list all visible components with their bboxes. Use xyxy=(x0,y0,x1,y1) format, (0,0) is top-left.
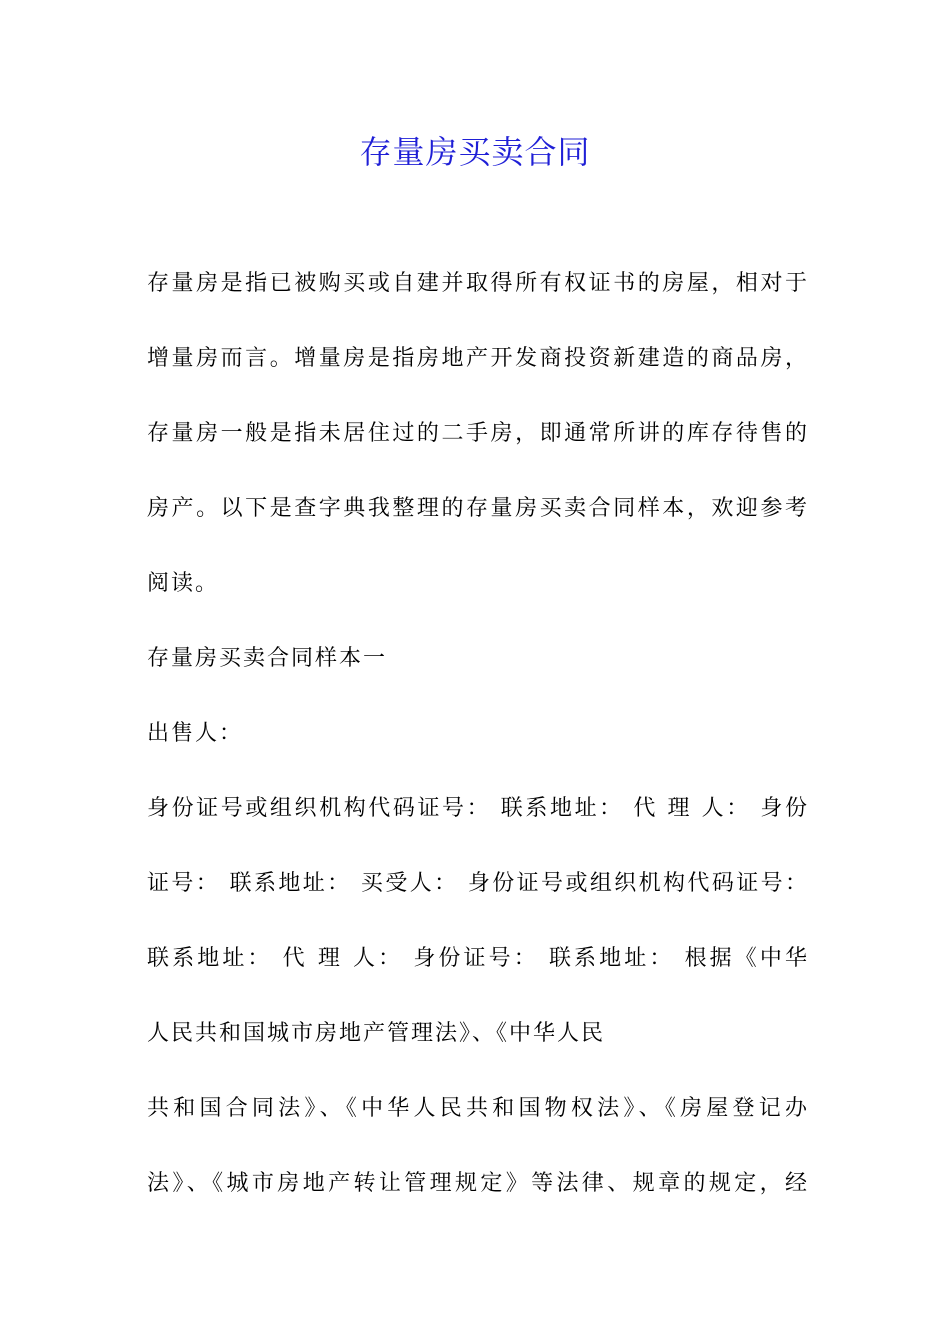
document-title: 存量房买卖合同 xyxy=(359,133,591,171)
body-line-13: 法》、《城市房地产转让管理规定》等法律、规章的规定，经 xyxy=(147,1171,807,1196)
body-line-2: 增量房而言。增量房是指房地产开发商投资新建造的商品房， xyxy=(147,346,807,371)
section-heading: 存量房买卖合同样本一 xyxy=(147,646,388,671)
body-line-10: 联系地址： 代 理 人： 身份证号： 联系地址： 根据《中华 xyxy=(147,946,807,971)
body-line-8: 身份证号或组织机构代码证号： 联系地址： 代 理 人： 身份 xyxy=(147,796,807,821)
body-line-11: 人民共和国城市房地产管理法》、《中华人民 xyxy=(147,1021,606,1046)
body-line-5: 阅读。 xyxy=(147,571,220,596)
body-line-1: 存量房是指已被购买或自建并取得所有权证书的房屋，相对于 xyxy=(147,271,807,296)
seller-label: 出售人： xyxy=(147,721,244,746)
body-line-9: 证号： 联系地址： 买受人： 身份证号或组织机构代码证号： xyxy=(147,871,807,896)
body-line-4: 房产。以下是查字典我整理的存量房买卖合同样本，欢迎参考 xyxy=(147,496,807,521)
body-line-3: 存量房一般是指未居住过的二手房，即通常所讲的库存待售的 xyxy=(147,421,807,446)
body-line-12: 共和国合同法》、《中华人民共和国物权法》、《房屋登记办 xyxy=(147,1096,807,1121)
